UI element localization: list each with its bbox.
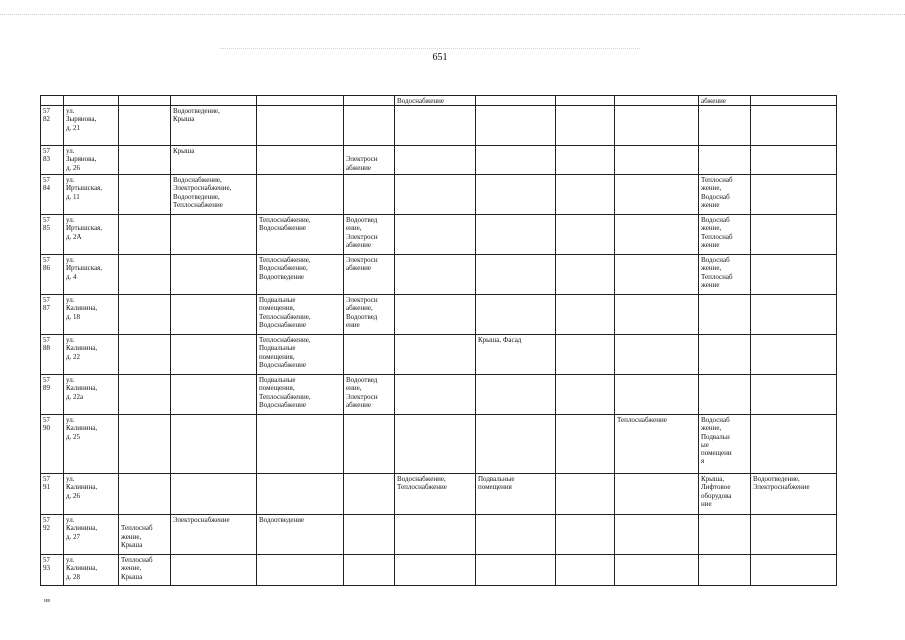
work-cell (556, 415, 615, 474)
work-cell (119, 106, 171, 146)
table-row (41, 255, 837, 295)
work-cell: Водоотвед ение, Электросн абжение (344, 375, 395, 415)
work-cell: Водоснабжение (395, 96, 476, 106)
work-cell: Крыша (171, 146, 257, 175)
work-cell (171, 335, 257, 375)
work-cell (615, 474, 699, 515)
work-cell: Крыша, Фасад (476, 335, 556, 375)
work-cell: Электроснабжение (171, 515, 257, 555)
work-cell (556, 474, 615, 515)
work-cell (395, 175, 476, 215)
work-cell: Теплоснабжение (615, 415, 699, 474)
work-cell (476, 175, 556, 215)
table-row (41, 375, 837, 415)
work-cell (476, 555, 556, 586)
work-cell (257, 474, 344, 515)
row-number: 57 92 (41, 515, 64, 555)
work-cell (119, 295, 171, 335)
work-cell (257, 146, 344, 175)
work-cell: Водоснаб жение, Теплоснаб жение (699, 215, 751, 255)
work-cell (395, 335, 476, 375)
work-cell (119, 96, 171, 106)
work-cell (556, 295, 615, 335)
work-cell (556, 335, 615, 375)
work-cell (171, 474, 257, 515)
table-row (41, 515, 837, 555)
work-cell (699, 515, 751, 555)
work-cell (751, 295, 837, 335)
table-row (41, 175, 837, 215)
work-cell (119, 415, 171, 474)
work-cell (257, 96, 344, 106)
table-row (41, 146, 837, 175)
work-cell (344, 474, 395, 515)
work-cell (556, 515, 615, 555)
table-row (41, 106, 837, 146)
work-cell (476, 295, 556, 335)
work-cell (395, 215, 476, 255)
work-cell (395, 375, 476, 415)
work-cell: Водоотведение, Электроснабжение (751, 474, 837, 515)
table-row (41, 555, 837, 586)
work-cell (171, 96, 257, 106)
work-cell (615, 335, 699, 375)
work-cell: Теплоснабжение, Водоснабжение, Водоотведение (257, 255, 344, 295)
work-cell: Теплоснабжение, Подвальные помещения, Водоснабжение (257, 335, 344, 375)
work-cell (171, 255, 257, 295)
work-cell (476, 415, 556, 474)
repair-schedule-table (40, 95, 837, 586)
work-cell (556, 146, 615, 175)
row-number: 57 88 (41, 335, 64, 375)
work-cell (257, 415, 344, 474)
work-cell (171, 215, 257, 255)
table-row (41, 474, 837, 515)
work-cell (615, 375, 699, 415)
address-cell: ул. Зырянова, д. 26 (64, 146, 119, 175)
row-number: 57 87 (41, 295, 64, 335)
work-cell (556, 555, 615, 586)
work-cell (171, 555, 257, 586)
work-cell: Теплоснаб жение, Крыша (119, 555, 171, 586)
address-cell: ул. Калинина, д. 25 (64, 415, 119, 474)
work-cell (344, 335, 395, 375)
work-cell: Водоотведение, Крыша (171, 106, 257, 146)
work-cell (699, 106, 751, 146)
work-cell (476, 515, 556, 555)
work-cell (615, 255, 699, 295)
work-cell (395, 146, 476, 175)
work-cell (119, 175, 171, 215)
address-cell: ул. Калинина, д. 22 (64, 335, 119, 375)
address-cell: ул. Калинина, д. 22а (64, 375, 119, 415)
work-cell (751, 96, 837, 106)
work-cell (615, 175, 699, 215)
work-cell (119, 215, 171, 255)
work-cell (395, 555, 476, 586)
work-cell (257, 106, 344, 146)
address-cell (64, 96, 119, 106)
work-cell (699, 335, 751, 375)
address-cell: ул. Калинина, д. 18 (64, 295, 119, 335)
work-cell (344, 106, 395, 146)
work-cell (119, 146, 171, 175)
work-cell (476, 106, 556, 146)
row-number: 57 85 (41, 215, 64, 255)
work-cell (476, 146, 556, 175)
work-cell: Крыша, Лифтовое оборудова ние (699, 474, 751, 515)
row-number: 57 82 (41, 106, 64, 146)
work-cell (344, 555, 395, 586)
address-cell: ул. Зырянова, д. 21 (64, 106, 119, 146)
row-number: 57 89 (41, 375, 64, 415)
work-cell: Водоснаб жение, Подвальн ые помещени я (699, 415, 751, 474)
work-cell (615, 515, 699, 555)
address-cell: ул. Калинина, д. 27 (64, 515, 119, 555)
work-cell: Водоотведение (257, 515, 344, 555)
work-cell (395, 295, 476, 335)
work-cell: Теплоснабжение, Водоснабжение (257, 215, 344, 255)
table-row (41, 295, 837, 335)
work-cell (476, 215, 556, 255)
work-cell (556, 96, 615, 106)
work-cell (751, 255, 837, 295)
row-number: 57 84 (41, 175, 64, 215)
work-cell (751, 375, 837, 415)
work-cell (395, 515, 476, 555)
work-cell (556, 175, 615, 215)
work-cell (171, 295, 257, 335)
work-cell (699, 555, 751, 586)
scan-artifact-line (220, 48, 640, 50)
address-cell: ул. Иртышская, д. 4 (64, 255, 119, 295)
work-cell (751, 335, 837, 375)
work-cell (344, 515, 395, 555)
work-cell (119, 335, 171, 375)
work-cell (751, 106, 837, 146)
work-cell: Подвальные помещения, Теплоснабжение, Водоснабжение (257, 295, 344, 335)
work-cell (119, 375, 171, 415)
work-cell (257, 175, 344, 215)
row-number: 57 91 (41, 474, 64, 515)
work-cell (119, 255, 171, 295)
work-cell: Водоотвед ение, Электросн абжение (344, 215, 395, 255)
work-cell: Водоснабжение, Электроснабжение, Водоотведение, Теплоснабжение (171, 175, 257, 215)
work-cell (257, 555, 344, 586)
work-cell (615, 295, 699, 335)
work-cell (615, 146, 699, 175)
address-cell: ул. Иртышская, д. 2А (64, 215, 119, 255)
work-cell (699, 146, 751, 175)
work-cell (751, 175, 837, 215)
address-cell: ул. Калинина, д. 28 (64, 555, 119, 586)
work-cell: Водоснабжение, Теплоснабжение (395, 474, 476, 515)
work-cell (119, 474, 171, 515)
row-number: 57 86 (41, 255, 64, 295)
work-cell (751, 515, 837, 555)
work-cell (344, 415, 395, 474)
work-cell (699, 295, 751, 335)
work-cell: Теплоснаб жение, Водоснаб жение (699, 175, 751, 215)
work-cell (171, 415, 257, 474)
work-cell (615, 106, 699, 146)
work-cell (171, 375, 257, 415)
work-cell (615, 215, 699, 255)
work-cell: Подвальные помещения, Теплоснабжение, Водоснабжение (257, 375, 344, 415)
work-cell: Теплоснаб жение, Крыша (119, 515, 171, 555)
work-cell (615, 96, 699, 106)
work-cell (395, 415, 476, 474)
work-cell: Электросн абжение (344, 146, 395, 175)
work-cell (556, 375, 615, 415)
footer-mark: нв (44, 598, 51, 604)
work-cell (556, 255, 615, 295)
work-cell: Электросн абжение, Водоотвед ение (344, 295, 395, 335)
work-cell: Подвальные помещения (476, 474, 556, 515)
work-cell (344, 96, 395, 106)
work-cell (751, 415, 837, 474)
work-cell: Электросн абжение (344, 255, 395, 295)
scan-artifact-line (0, 14, 905, 17)
work-cell (751, 555, 837, 586)
work-cell (615, 555, 699, 586)
row-number: 57 93 (41, 555, 64, 586)
address-cell: ул. Иртышская, д. 11 (64, 175, 119, 215)
work-cell: Водоснаб жение, Теплоснаб жение (699, 255, 751, 295)
work-cell: абжение (699, 96, 751, 106)
work-cell (751, 215, 837, 255)
page-number: 651 (432, 52, 448, 63)
work-cell (751, 146, 837, 175)
row-number: 57 90 (41, 415, 64, 474)
table-row (41, 215, 837, 255)
work-cell (476, 96, 556, 106)
work-cell (556, 215, 615, 255)
work-cell (344, 175, 395, 215)
work-cell (476, 255, 556, 295)
row-number (41, 96, 64, 106)
address-cell: ул. Калинина, д. 26 (64, 474, 119, 515)
work-cell (395, 106, 476, 146)
table-row (41, 415, 837, 474)
work-cell (556, 106, 615, 146)
work-cell (395, 255, 476, 295)
table-row (41, 335, 837, 375)
work-cell (476, 375, 556, 415)
row-number: 57 83 (41, 146, 64, 175)
work-cell (699, 375, 751, 415)
table-row (41, 96, 837, 106)
